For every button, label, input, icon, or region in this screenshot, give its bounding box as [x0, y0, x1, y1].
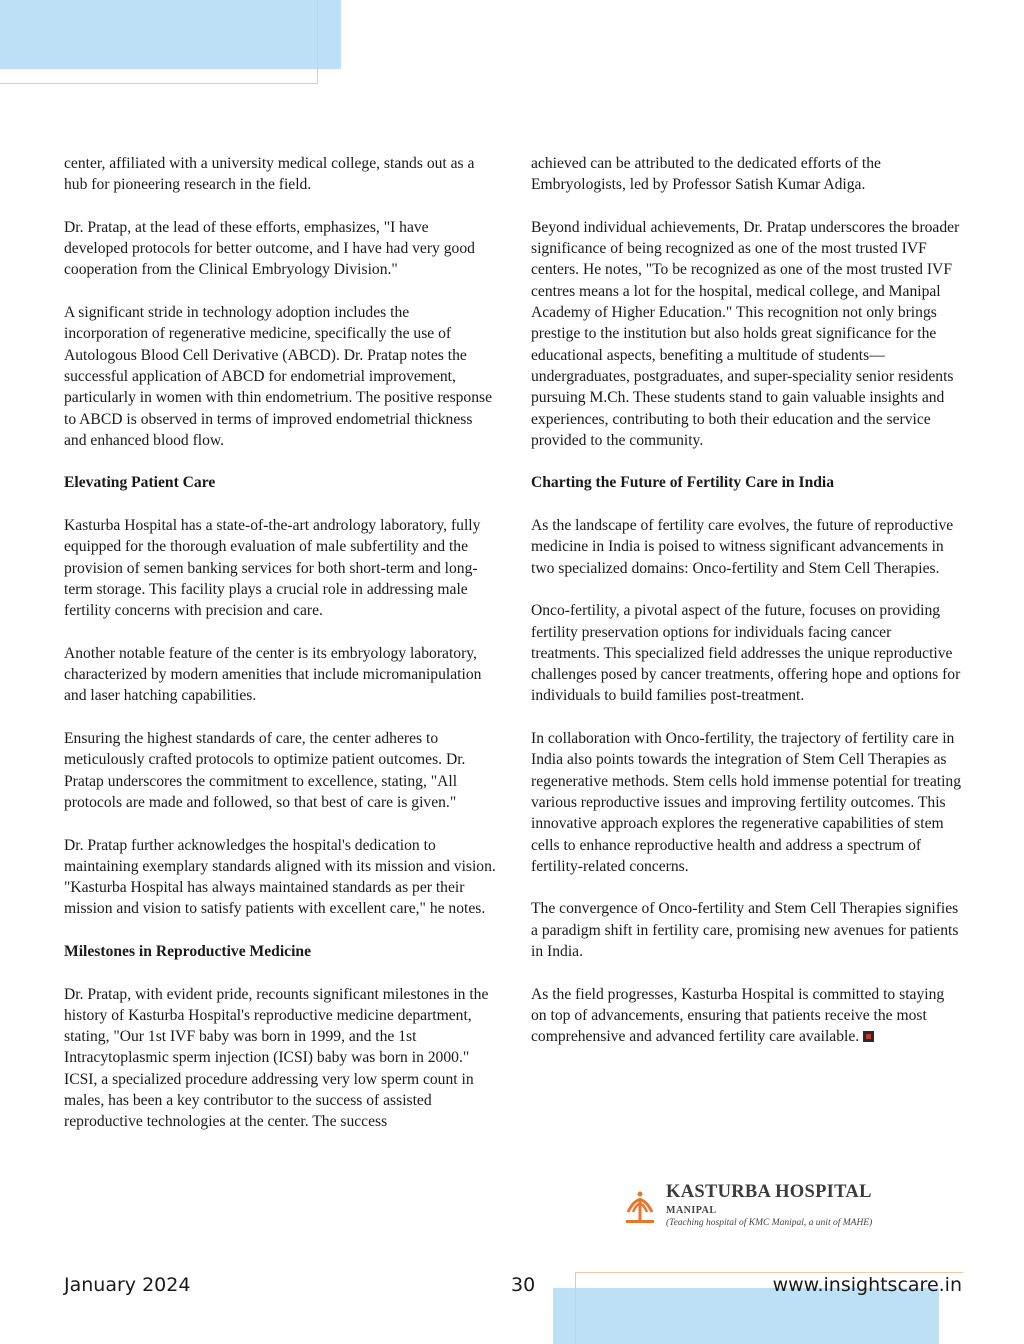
left-paragraph-4: Kasturba Hospital has a state-of-the-art andrology laboratory, fully equipped for the thorough evaluation of male subfertility and the provision of semen banking services for both short-term and long-term storage. This facility plays a crucial role in addressing male fertility concerns with precision and care.: [64, 517, 481, 620]
left-column: [64, 153, 496, 1154]
end-of-article-icon: [863, 1031, 874, 1042]
footer-date: January 2024: [64, 1274, 191, 1296]
right-paragraph-2: Beyond individual achievements, Dr. Pratap underscores the broader significance of being recognized as one of the most trusted IVF centers. He notes, "To be recognized as one of the most trusted IVF centres means a lot for the hospital, medical college, and Manipal Academy of Higher Education." This recognition not only brings prestige to the institution but also holds great significance for the educational aspects, benefiting a multitude of students—undergraduates, postgraduates, and super-speciality senior residents pursuing M.Ch. These students stand to gain valuable insights and experiences, contributing to both their education and the service provided to the community.: [531, 218, 960, 449]
right-paragraph-3: As the landscape of fertility care evolves, the future of reproductive medicine in India is poised to witness significant advancements in two specialized domains: Onco-fertility and Stem Cell Therapies.: [531, 517, 954, 577]
left-paragraph-2: Dr. Pratap, at the lead of these efforts, emphasizes, "I have developed protocols for better outcome, and I have had very good cooperation from the Clinical Embryology Division.": [64, 218, 475, 279]
page-number: 30: [511, 1274, 536, 1296]
right-paragraph-5: In collaboration with Onco-fertility, the trajectory of fertility care in India also points towards the integration of Stem Cell Therapies as regenerative methods. Stem cells hold immense potential for treating various reproductive issues and improving fertility outcomes. This innovative approach explores the regenerative capabilities of stem cells to enhance reproductive health and address a spectrum of fertility-related concerns.: [531, 730, 962, 875]
left-paragraph-6: Ensuring the highest standards of care, the center adheres to meticulously crafted protocols to optimize patient outcomes. Dr. Pratap underscores the commitment to excellence, stating, "All protocols are made and followed, so that best of care is given.": [64, 730, 466, 811]
heading-milestones: Milestones in Reproductive Medicine: [64, 942, 312, 960]
kasturba-hospital-logo: [620, 1182, 940, 1238]
footer-website-link[interactable]: www.insightscare.in: [772, 1274, 962, 1296]
right-paragraph-6: The convergence of Onco-fertility and Stem Cell Therapies signifies a paradigm shift in fertility care, promising new avenues for patients in India.: [531, 900, 959, 960]
logo-hospital-name: KASTURBA HOSPITAL: [666, 1182, 872, 1202]
right-paragraph-7: [531, 984, 963, 1048]
heading-elevating-patient-care: Elevating Patient Care: [64, 474, 216, 492]
logo-place: MANIPAL: [666, 1205, 717, 1216]
right-paragraph-4: Onco-fertility, a pivotal aspect of the future, focuses on providing fertility preservation options for individuals facing cancer treatments. This specialized field addresses the unique reproductive challenges posed by cancer treatments, offering hope and options for individuals to build families post-treatment.: [531, 602, 961, 705]
left-paragraph-1: center, affiliated with a university medical college, stands out as a hub for pioneering research in the field.: [64, 155, 475, 194]
left-paragraph-3: A significant stride in technology adoption includes the incorporation of regenerative medicine, specifically the use of Autologous Blood Cell Derivative (ABCD). Dr. Pratap notes the successful application of ABCD for endometrial improvement, particularly in women with thin endometrium. The positive response to ABCD is observed in terms of improved endometrial thickness and enhanced blood flow.: [64, 304, 493, 449]
top-decoration-outline: [0, 0, 318, 84]
left-paragraph-7: Dr. Pratap further acknowledges the hospital's dedication to maintaining exemplary standards aligned with its mission and vision. "Kasturba Hospital has always maintained standards as per their mission and vision to satisfy patients with excellent care," he notes.: [64, 836, 496, 918]
left-paragraph-5: Another notable feature of the center is its embryology laboratory, characterized by modern amenities that include micromanipulation and laser hatching capabilities.: [64, 644, 482, 705]
right-column: [531, 153, 963, 1069]
hospital-emblem-icon: [620, 1184, 660, 1228]
closing-text: As the field progresses, Kasturba Hospital is committed to staying on top of advancements, ensuring that patients receive the most comprehensive and advanced fertility care available.: [531, 985, 945, 1046]
left-paragraph-8: Dr. Pratap, with evident pride, recounts significant milestones in the history of Kasturba Hospital's reproductive medicine department, stating, "Our 1st IVF baby was born in 1999, and the 1st Intracytoplasmic sperm injection (ICSI) baby was born in 2000." ICSI, a specialized procedure addressing very low sperm count in males, has been a key contributor to the success of assisted reproductive technologies at the center. The success: [64, 985, 489, 1131]
logo-tagline: (Teaching hospital of KMC Manipal, a unit of MAHE): [666, 1218, 873, 1228]
right-paragraph-1: achieved can be attributed to the dedicated efforts of the Embryologists, led by Professor Satish Kumar Adiga.: [531, 155, 881, 194]
heading-charting-the-future: Charting the Future of Fertility Care in India: [531, 474, 835, 492]
